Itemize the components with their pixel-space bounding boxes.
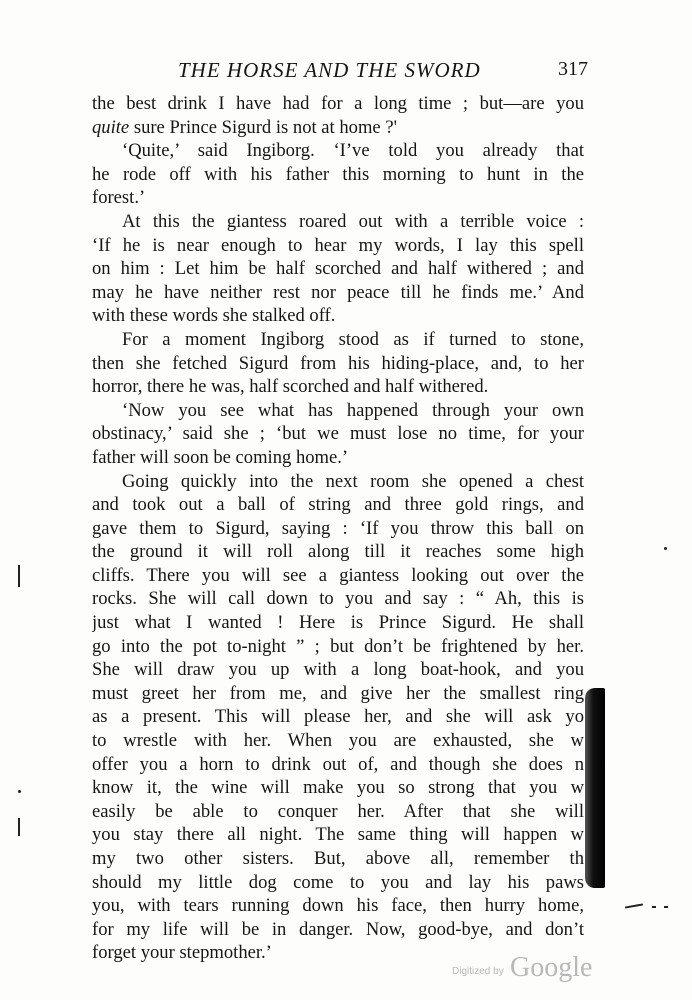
text-line: may he have neither rest nor peace till he finds me.’ And <box>92 281 584 303</box>
running-head <box>92 58 588 84</box>
text-line: gave them to Sigurd, saying : ‘If you throw this ball on <box>92 517 584 539</box>
text-line: you stay there all night. The same thing will happen w <box>92 824 584 846</box>
italic-text: quite <box>92 116 130 138</box>
text-line: easily be able to conquer her. After that she will <box>92 800 584 822</box>
text-line: as a present. This will please her, and she will ask yo <box>92 706 584 728</box>
text-line: ‘Now you see what has happened through your own <box>122 399 584 421</box>
scan-mark <box>652 906 656 908</box>
scan-mark <box>625 903 643 908</box>
body-text <box>92 92 584 965</box>
text-line: must greet her from me, and give her the smallest ring <box>92 682 584 704</box>
digitized-watermark <box>452 952 602 986</box>
text-line: on him : Let him be half scorched and half withered ; and <box>92 258 584 280</box>
text-line: For a moment Ingiborg stood as if turned to stone, <box>122 328 584 350</box>
scan-mark <box>18 565 20 587</box>
text-line: rocks. She will call down to you and say : “ Ah, this is <box>92 588 584 610</box>
text-line: She will draw you up with a long boat-hook, and you <box>92 659 584 681</box>
text-line: ‘Quite,’ said Ingiborg. ‘I’ve told you already that <box>122 140 584 162</box>
text-line: father will soon be coming home.’ <box>92 446 349 468</box>
text-line: horror, there he was, half scorched and half withered. <box>92 376 489 398</box>
text-line: then she fetched Sigurd from his hiding-place, and, to her <box>92 352 584 374</box>
scan-mark <box>664 906 668 908</box>
text-line: know it, the wine will make you so strong that you w <box>92 777 584 799</box>
text-line: the best drink I have had for a long time ; but—are you <box>92 93 584 114</box>
page-number: 317 <box>558 58 588 80</box>
text-line: with these words she stalked off. <box>92 305 336 327</box>
scan-mark <box>664 547 667 550</box>
text-line: just what I wanted ! Here is Prince Sigurd. He shall <box>92 612 584 634</box>
watermark-small-text: Digitized by <box>452 966 504 977</box>
watermark-logo-text: Google <box>510 952 593 983</box>
text-line: should my little dog come to you and lay his paws <box>92 871 584 893</box>
scan-mark <box>18 790 21 793</box>
text-line: and took out a ball of string and three gold rings, and <box>92 494 584 516</box>
text-line: to wrestle with her. When you are exhausted, she w <box>92 730 584 752</box>
text-line: cliffs. There you will see a giantess looking out over the <box>92 564 584 586</box>
text-line: offer you a horn to drink out of, and though she does n <box>92 753 584 775</box>
text-line: the ground it will roll along till it reaches some high <box>92 541 584 563</box>
scan-edge-shadow <box>585 688 605 888</box>
text-line: my two other sisters. But, above all, remember th <box>92 848 584 869</box>
text-line: forget your stepmother.’ <box>92 942 272 964</box>
running-title: THE HORSE AND THE SWORD <box>178 58 481 82</box>
text-line: ‘If he is near enough to hear my words, I lay this spell <box>92 234 584 256</box>
text-run: sure Prince Sigurd is not at home ?' <box>129 116 397 138</box>
text-line: forest.’ <box>92 187 146 209</box>
text-line: go into the pot to-night ” ; but don’t be frightened by her. <box>92 635 584 657</box>
text-line: you, with tears running down his face, then hurry home, <box>92 895 584 917</box>
text-line: for my life will be in danger. Now, good-bye, and don’t <box>92 918 584 940</box>
text-line <box>92 116 584 140</box>
scan-mark <box>18 818 20 836</box>
text-line: At this the giantess roared out with a terrible voice : <box>122 210 584 232</box>
text-line: obstinacy,’ said she ; ‘but we must lose no time, for your <box>92 423 584 445</box>
text-line: Going quickly into the next room she opened a chest <box>122 470 584 492</box>
text-line: he rode off with his father this morning to hunt in the <box>92 163 584 185</box>
